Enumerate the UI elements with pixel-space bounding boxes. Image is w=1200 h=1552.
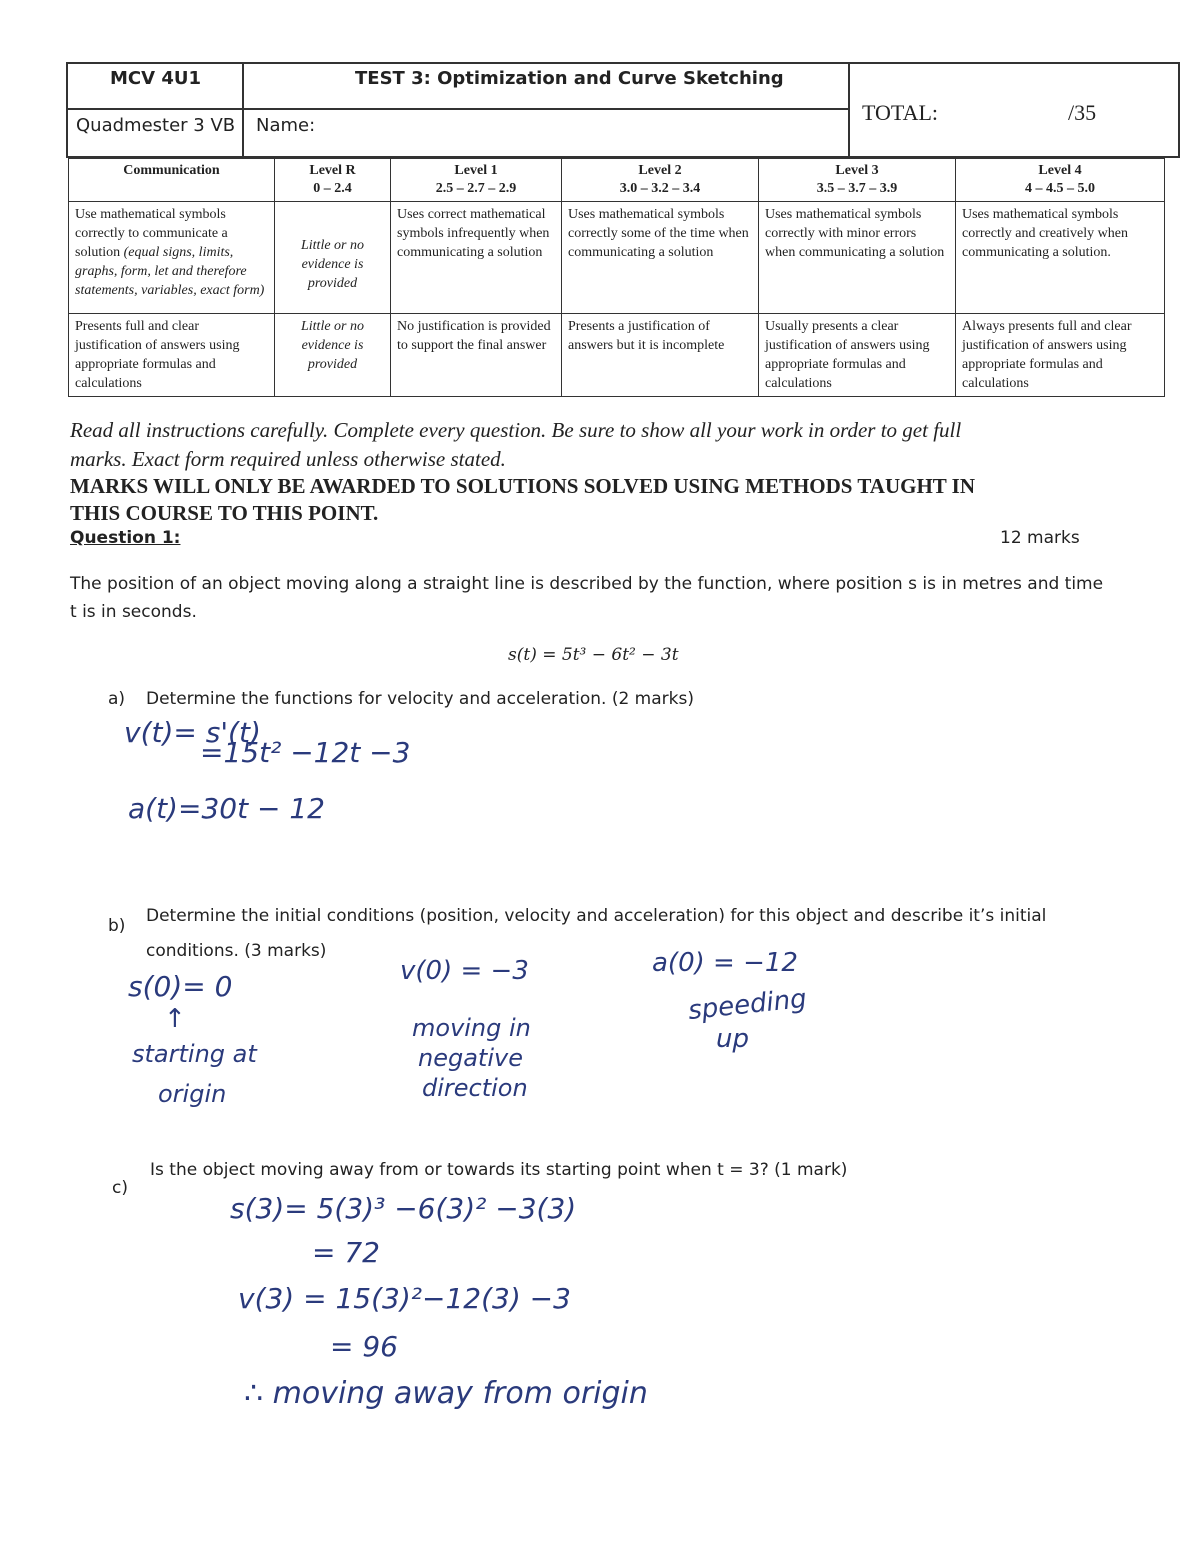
- rubric-header-communication: Communication: [69, 159, 275, 202]
- handwritten-answer: s(3)= 5(3)³ −6(3)² −3(3): [230, 1192, 577, 1225]
- part-c-prompt: Is the object moving away from or towards its starting point when t = 3? (1 mark): [150, 1160, 848, 1180]
- question-marks: 12 marks: [1000, 528, 1080, 548]
- handwritten-note: moving in: [412, 1014, 531, 1042]
- handwritten-answer: v(t)= s'(t): [124, 716, 261, 749]
- rubric-cell: No justification is provided to support the final answer: [391, 314, 562, 397]
- question-intro: The position of an object moving along a straight line is described by the function, where position s is in metres and time: [70, 574, 1104, 594]
- handwritten-answer: v(0) = −3: [400, 956, 529, 986]
- part-label: b): [108, 916, 126, 936]
- handwritten-note: up: [716, 1024, 749, 1054]
- communication-rubric: [68, 158, 1165, 397]
- position-equation: s(t) = 5t³ − 6t² − 3t: [508, 645, 679, 665]
- handwritten-answer: ∴ moving away from origin: [244, 1376, 648, 1411]
- handwritten-answer: v(3) = 15(3)²−12(3) −3: [238, 1282, 571, 1315]
- marks-warning-line: THIS COURSE TO THIS POINT.: [70, 501, 379, 525]
- test-title: TEST 3: Optimization and Curve Sketching: [355, 68, 784, 89]
- rubric-header-level-4: Level 4 4 – 4.5 – 5.0: [956, 159, 1165, 202]
- handwritten-answer: s(0)= 0: [128, 970, 233, 1003]
- rubric-cell: Uses mathematical symbols correctly with minor errors when communicating a solution: [759, 202, 956, 314]
- handwritten-note: direction: [422, 1074, 528, 1102]
- marks-warning-line: MARKS WILL ONLY BE AWARDED TO SOLUTIONS SOLVED USING METHODS TAUGHT IN: [70, 474, 976, 498]
- part-a-prompt: Determine the functions for velocity and acceleration. (2 marks): [146, 689, 694, 709]
- rubric-header-level-3: Level 3 3.5 – 3.7 – 3.9: [759, 159, 956, 202]
- rubric-header-level-2: Level 2 3.0 – 3.2 – 3.4: [562, 159, 759, 202]
- handwritten-answer: a(t)=30t − 12: [128, 792, 325, 825]
- up-arrow-icon: ↑: [164, 1004, 186, 1034]
- rubric-header-level-r: Level R 0 – 2.4: [275, 159, 391, 202]
- course-code: MCV 4U1: [110, 68, 201, 89]
- rubric-header-level-1: Level 1 2.5 – 2.7 – 2.9: [391, 159, 562, 202]
- part-b-prompt: conditions. (3 marks): [146, 941, 327, 961]
- rubric-cell: Uses correct mathematical symbols infrequently when communicating a solution: [391, 202, 562, 314]
- part-label: c): [112, 1178, 128, 1198]
- instructions-line: Read all instructions carefully. Complete every question. Be sure to show all your work in order to get full: [70, 418, 962, 442]
- rubric-cell: Little or no evidence is provided: [275, 202, 391, 314]
- header-divider: [242, 63, 244, 157]
- rubric-criterion-justification: Presents full and clear justification of answers using appropriate formulas and calculations: [69, 314, 275, 397]
- rubric-header-row: [69, 159, 1165, 202]
- question-intro: t is in seconds.: [70, 602, 197, 622]
- rubric-row-justification: [69, 314, 1165, 397]
- rubric-cell: Little or no evidence is provided: [275, 314, 391, 397]
- instructions-line: marks. Exact form required unless otherwise stated.: [70, 447, 506, 471]
- rubric-cell: Uses mathematical symbols correctly some of the time when communicating a solution: [562, 202, 759, 314]
- handwritten-answer: a(0) = −12: [652, 948, 798, 978]
- total-value: /35: [1068, 100, 1097, 125]
- handwritten-note: starting at: [132, 1040, 257, 1068]
- header-divider: [848, 63, 850, 157]
- handwritten-answer: =15t² −12t −3: [200, 736, 411, 769]
- handwritten-answer: = 72: [312, 1236, 380, 1269]
- total-label: TOTAL:: [862, 100, 939, 125]
- handwritten-note: origin: [158, 1080, 227, 1108]
- rubric-criterion-symbols: Use mathematical symbols correctly to communicate a solution (equal signs, limits, graphs, form, let and therefore statements, variables, exact form): [69, 202, 275, 314]
- part-label: a): [108, 689, 126, 709]
- name-label: Name:: [256, 115, 316, 136]
- rubric-cell: Usually presents a clear justification of answers using appropriate formulas and calculations: [759, 314, 956, 397]
- rubric-row-symbols: [69, 202, 1165, 314]
- rubric-cell: Always presents full and clear justification of answers using appropriate formulas and calculations: [956, 314, 1165, 397]
- header-divider: [67, 108, 849, 110]
- handwritten-note: speeding: [686, 983, 809, 1027]
- term-label: Quadmester 3 VB: [76, 115, 236, 136]
- handwritten-answer: = 96: [330, 1330, 398, 1363]
- rubric-cell: Uses mathematical symbols correctly and creatively when communicating a solution.: [956, 202, 1165, 314]
- question-title: Question 1:: [70, 528, 181, 548]
- part-b-prompt: Determine the initial conditions (position, velocity and acceleration) for this object and describe it’s initial: [146, 906, 1047, 926]
- handwritten-note: negative: [418, 1044, 523, 1072]
- rubric-cell: Presents a justification of answers but it is incomplete: [562, 314, 759, 397]
